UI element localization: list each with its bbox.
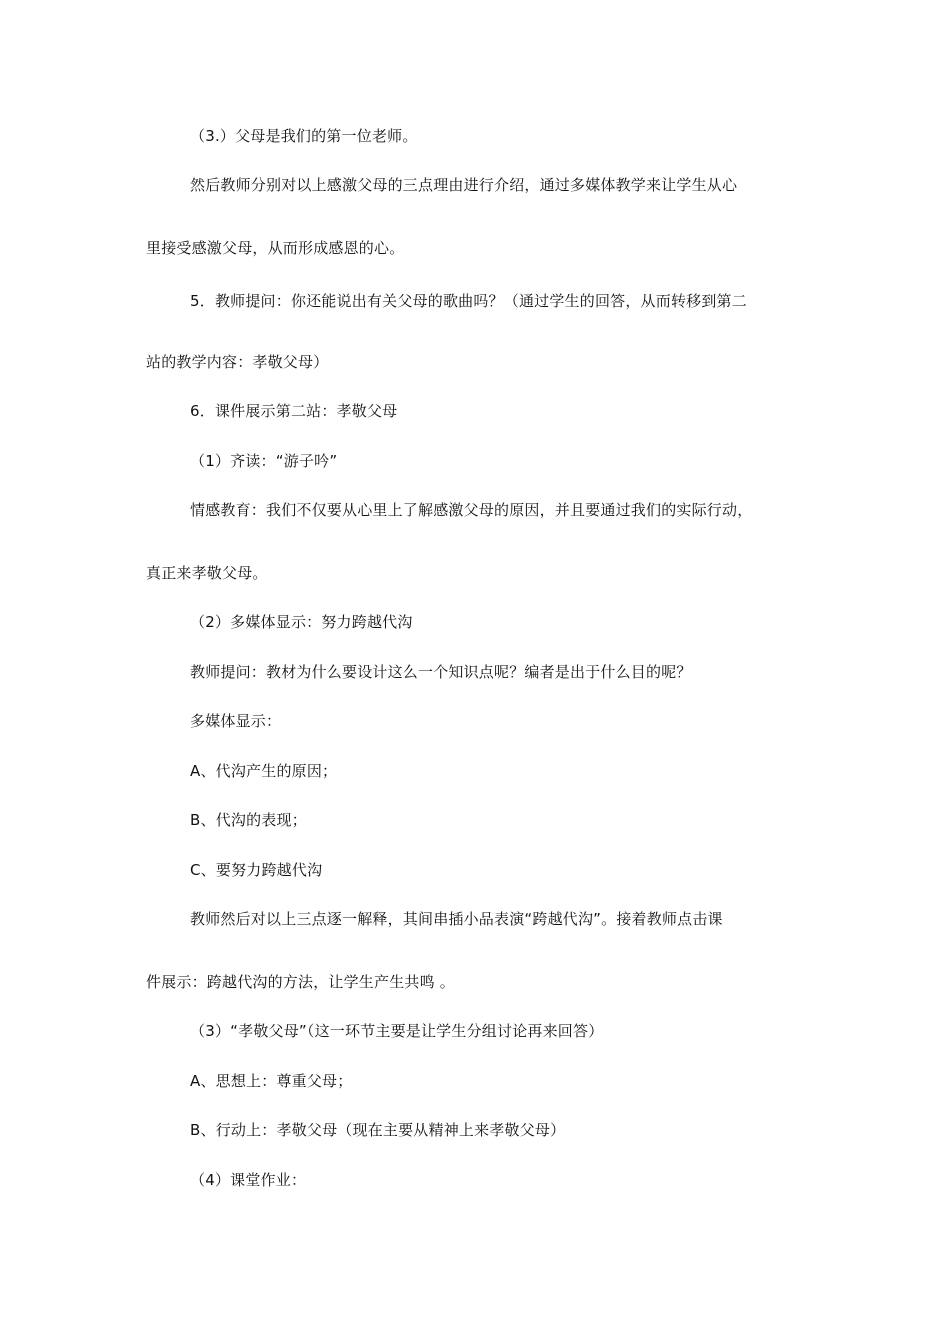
paragraph-line: （1）齐读：“游子吟” xyxy=(190,452,338,470)
list-item: A、思想上：尊重父母； xyxy=(190,1072,353,1090)
list-item: C、要努力跨越代沟 xyxy=(190,861,323,879)
paragraph-line: （4）课堂作业： xyxy=(190,1171,307,1189)
paragraph-line: 件展示：跨越代沟的方法，让学生产生共鸣 。 xyxy=(146,973,455,991)
paragraph-line: 多媒体显示： xyxy=(190,712,282,730)
paragraph-line: 5．教师提问：你还能说出有关父母的歌曲吗？（通过学生的回答，从而转移到第二 xyxy=(190,292,747,310)
paragraph-line: 里接受感激父母，从而形成感恩的心。 xyxy=(146,239,405,257)
list-item: B、代沟的表现； xyxy=(190,811,307,829)
paragraph-line: （3）“孝敬父母”（这一环节主要是让学生分组讨论再来回答） xyxy=(190,1022,604,1040)
paragraph-line: 教师然后对以上三点逐一解释，其间串插小品表演“跨越代沟”。接着教师点击课 xyxy=(190,910,723,928)
paragraph-line: 然后教师分别对以上感激父母的三点理由进行介绍，通过多媒体教学来让学生从心 xyxy=(190,176,738,194)
list-item: B、行动上：孝敬父母（现在主要从精神上来孝敬父母） xyxy=(190,1121,566,1139)
paragraph-line: 真正来孝敬父母。 xyxy=(146,564,268,582)
paragraph-line: 教师提问：教材为什么要设计这么一个知识点呢？编者是出于什么目的呢？ xyxy=(190,663,692,681)
paragraph-line: （2）多媒体显示：努力跨越代沟 xyxy=(190,613,413,631)
paragraph-line: 6．课件展示第二站：孝敬父母 xyxy=(190,402,398,420)
paragraph-line: 情感教育：我们不仅要从心里上了解感激父母的原因，并且要通过我们的实际行动， xyxy=(190,501,753,519)
paragraph-line: （3.）父母是我们的第一位老师。 xyxy=(190,127,418,145)
list-item: A、代沟产生的原因； xyxy=(190,762,338,780)
paragraph-line: 站的教学内容：孝敬父母） xyxy=(146,353,329,371)
